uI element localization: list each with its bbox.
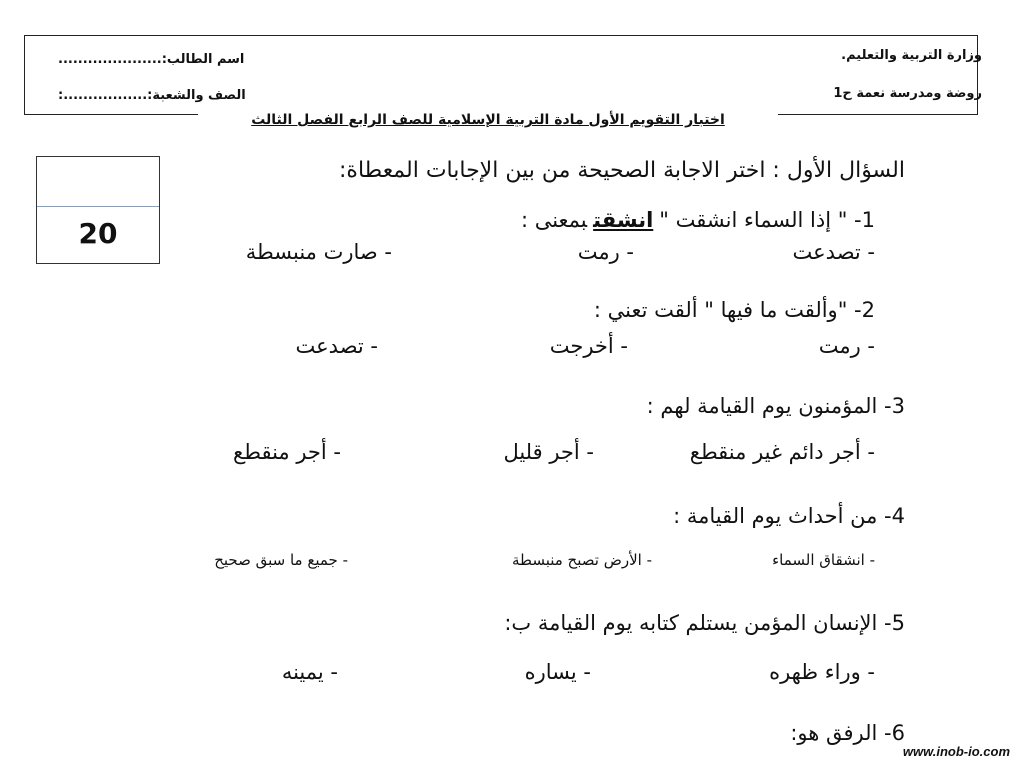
- q4-option-1: - انشقاق السماء: [772, 551, 875, 569]
- q3-option-2: - أجر قليل: [503, 440, 594, 464]
- question-1-keyword: انشقت: [593, 208, 654, 232]
- exam-title: اختبار التقويم الأول مادة التربية الإسلامية للصف الرابع الفصل الثالث: [198, 112, 778, 134]
- question-3: 3- المؤمنون يوم القيامة لهم :: [646, 394, 905, 418]
- question-5: 5- الإنسان المؤمن يستلم كتابه يوم القيامة ب:: [504, 611, 905, 635]
- q3-option-3: - أجر منقطع: [233, 440, 341, 464]
- score-divider: [37, 206, 159, 207]
- q5-option-2: - يساره: [524, 660, 591, 684]
- score-value: 20: [78, 217, 118, 250]
- q3-option-1: - أجر دائم غير منقطع: [689, 440, 875, 464]
- footer-url: www.inob-io.com: [902, 744, 1010, 759]
- school-name: روضة ومدرسة نعمة ح1: [833, 86, 982, 101]
- q1-option-2: - رمت: [577, 240, 634, 264]
- q2-option-3: - تصدعت: [295, 334, 378, 358]
- question-6: 6- الرفق هو:: [790, 721, 905, 745]
- question-1: [521, 208, 875, 232]
- q4-option-3: - جميع ما سبق صحيح: [214, 551, 348, 569]
- q1-option-3: - صارت منبسطة: [245, 240, 392, 264]
- q1-option-1: - تصدعت: [792, 240, 875, 264]
- score-box: [36, 156, 160, 264]
- ministry-name: وزارة التربية والتعليم.: [841, 48, 982, 63]
- q2-option-1: - رمت: [818, 334, 875, 358]
- question-1-post: بمعنى :: [520, 208, 588, 232]
- header-box: [24, 35, 978, 115]
- question-2: 2- "وألقت ما فيها " ألقت تعني :: [593, 298, 875, 322]
- question-4: 4- من أحداث يوم القيامة :: [673, 504, 905, 528]
- student-name-field: اسم الطالب:.....................: [58, 52, 245, 67]
- question-1-pre: 1- " إذا السماء انشقت ": [659, 208, 875, 232]
- q5-option-3: - يمينه: [281, 660, 338, 684]
- class-section-field: الصف والشعبة:.................:: [58, 88, 246, 103]
- q4-option-2: - الأرض تصبح منبسطة: [511, 551, 652, 569]
- section-title: السؤال الأول : اختر الاجابة الصحيحة من بين الإجابات المعطاة:: [339, 158, 905, 183]
- q2-option-2: - أخرجت: [549, 334, 628, 358]
- q5-option-1: - وراء ظهره: [769, 660, 875, 684]
